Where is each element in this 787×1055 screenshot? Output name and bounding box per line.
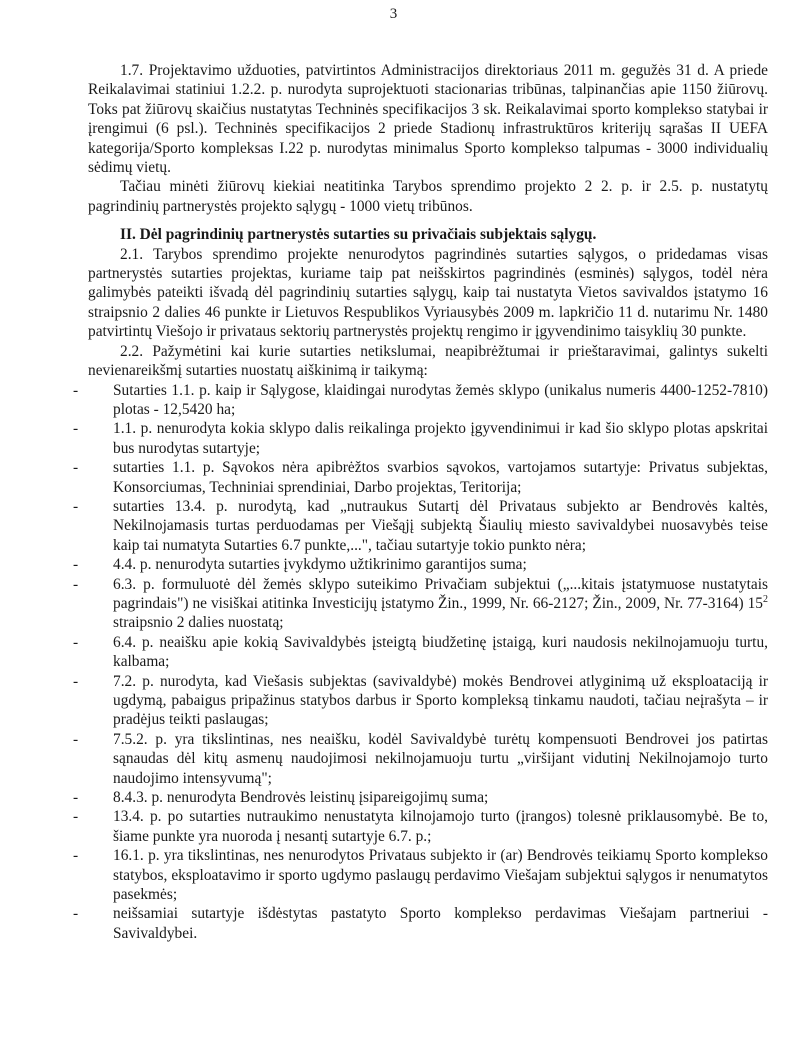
- list-item-text: 6.4. p. neaišku apie kokią Savivaldybės įsteigtą biudžetinę įstaigą, kuri naudosis nekilnojamuoju turtu, kalbama;: [113, 633, 768, 671]
- list-item: [73, 575, 768, 633]
- list-item-text: 4.4. p. nenurodyta sutarties įvykdymo užtikrinimo garantijos suma;: [113, 556, 527, 574]
- list-item-text: 7.5.2. p. yra tikslintinas, nes neaišku, kodėl Savivaldybė turėtų kompensuoti Bendrovei jos patirtas sąnaudas dėl kitų asmenų naudojimosi nekilnojamuoju turtu „viršijant vidutinį Nekilnojamojo turto naudojimo intensyvumą";: [113, 730, 768, 787]
- list-item-text: 13.4. p. po sutarties nutraukimo nenustatyta kilnojamojo turto (įrangos) tolesnė priklausomybė. Be to, šiame punkte yra nuoroda į nesantį sutartyje 6.7. p.;: [113, 808, 768, 845]
- remarks-list: [73, 381, 768, 944]
- list-dash: -: [73, 459, 79, 477]
- list-item: [73, 419, 768, 458]
- document-body: [73, 61, 768, 943]
- list-item: [73, 730, 768, 788]
- list-dash: -: [73, 730, 79, 748]
- list-item: [73, 807, 768, 846]
- list-item-text-tail: straipsnio 2 dalies nuostatą;: [113, 614, 284, 632]
- list-dash: -: [73, 381, 79, 399]
- list-dash: -: [73, 808, 79, 826]
- list-dash: -: [73, 672, 79, 690]
- list-item-text: sutarties 13.4. p. nurodytą, kad „nutraukus Sutartį dėl Privataus subjekto ar Bendrovės kaltės, Nekilnojamasis turtas perduodamas per Viešąjį subjektą Šiaulių miesto savivaldybei nuosavybės teise kaip tai numatyta Sutarties 6.7 punkte,...", tačiau sutartyje tokio punkto nėra;: [113, 497, 768, 554]
- list-dash: -: [73, 575, 79, 593]
- list-item: [73, 846, 768, 904]
- page-number: 3: [389, 6, 398, 22]
- list-dash: -: [73, 497, 79, 515]
- list-item-text: 16.1. p. yra tikslintinas, nes nenurodytos Privataus subjekto ir (ar) Bendrovės teikiamų Sporto komplekso statybos, eksploatavimo ir sporto ugdymo paslaugų perdavimo Viešajam subjektui sąlygos ir nenumatytos pasekmės;: [113, 847, 768, 904]
- list-item-text: 1.1. p. nenurodyta kokia sklypo dalis reikalinga projekto įgyvendinimui ir kad šio sklypo plotas apskritai bus nurodytas sutartyje;: [113, 420, 768, 457]
- list-dash: -: [73, 420, 79, 438]
- list-item-text: Sutarties 1.1. p. kaip ir Sąlygose, klaidingai nurodytas žemės sklypo (unikalus numeris 4400-1252-7810) plotas - 12,5420 ha;: [113, 381, 768, 418]
- list-item: [73, 458, 768, 497]
- list-item-text: 8.4.3. p. nenurodyta Bendrovės leistinų įsipareigojimų suma;: [113, 789, 489, 807]
- list-dash: -: [73, 847, 79, 865]
- list-item: [73, 381, 768, 420]
- list-item-text: 6.3. p. formuluotė dėl žemės sklypo suteikimo Privačiam subjektui („...kitais įstatymuose nustatytais pagrindais") ne visiškai atitinka Investicijų įstatymo Žin., 1999, Nr. 66-2127; Žin., 2009, Nr. 77-3164) 15: [113, 575, 768, 612]
- section-heading: II. Dėl pagrindinių partnerystės sutarties su privačiais subjektais sąlygų.: [120, 226, 597, 244]
- list-item: [73, 788, 768, 807]
- paragraph-2-1: 2.1. Tarybos sprendimo projekte nenurodytos pagrindinės sutarties sąlygos, o pridedamas visas partnerystės sutarties projektas, kuriame taip pat neišskirtos pagrindinės (esminės) sąlygos, todėl nėra galimybės pateikti išvadą dėl pagrindinių sutarties sąlygų, kaip tai nustatyta Vietos savivaldos įstatymo 16 straipsnio 2 dalies 46 punkte ir Lietuvos Respublikos Vyriausybės 2009 m. lapkričio 11 d. nutarimu Nr. 1480 patvirtintų Viešojo ir privataus sektorių partnerystės projektų rengimo ir įgyvendinimo taisyklių 30 punkte.: [88, 245, 768, 341]
- list-item-text: neišsamiai sutartyje išdėstytas pastatyto Sporto komplekso perdavimas Viešajam partneriui - Savivaldybei.: [113, 905, 768, 942]
- list-item: [73, 904, 768, 943]
- list-dash: -: [73, 789, 79, 807]
- list-item: [73, 633, 768, 672]
- list-item: [73, 672, 768, 730]
- list-dash: -: [73, 556, 79, 574]
- list-dash: -: [73, 633, 79, 651]
- paragraph-spectators: Tačiau minėti žiūrovų kiekiai neatitinka Tarybos sprendimo projekto 2 2. p. ir 2.5. p. nustatytų pagrindinių partnerystės projekto sąlygų - 1000 vietų tribūnos.: [88, 178, 768, 215]
- list-item-text: sutarties 1.1. p. Sąvokos nėra apibrėžtos svarbios sąvokos, vartojamos sutartyje: Privatus subjektas, Konsorciumas, Techniniai sprendiniai, Darbo projektas, Teritorija;: [113, 459, 768, 496]
- list-dash: -: [73, 905, 79, 923]
- paragraph-2-2: 2.2. Pažymėtini kai kurie sutarties netikslumai, neapibrėžtumai ir prieštaravimai, galintys sukelti nevienareikšmį sutarties nuostatų aiškinimą ir taikymą:: [88, 342, 768, 380]
- list-item-text: 7.2. p. nurodyta, kad Viešasis subjektas (savivaldybė) mokės Bendrovei atlyginimą už eksploataciją ir ugdymą, pabaigus pripažinus statybos darbus ir Sporto kompleksą tinkamu naudoti, tačiau neįrašyta – ir pradėjus teikti paslaugas;: [113, 672, 768, 729]
- paragraph-1-7: 1.7. Projektavimo užduoties, patvirtintos Administracijos direktoriaus 2011 m. gegužės 31 d. A priede Reikalavimai statiniui 1.2.2. p. nurodyta suprojektuoti stacionarias tribūnas, talpinančias apie 1150 žiūrovų. Toks pat žiūrovų skaičius nustatytas Techninės specifikacijos 3 sk. Reikalavimai sporto komplekso statybai ir įrengimui (6 psl.). Techninės specifikacijos 2 priede Stadionų infrastruktūros kriterijų sąrašas II UEFA kategorija/Sporto kompleksas I.22 p. nurodytas minimalus Sporto komplekso talpumas - 3000 individualių sėdimų vietų.: [88, 62, 768, 177]
- list-item: [73, 497, 768, 555]
- list-item: [73, 555, 768, 574]
- superscript: 2: [763, 593, 768, 605]
